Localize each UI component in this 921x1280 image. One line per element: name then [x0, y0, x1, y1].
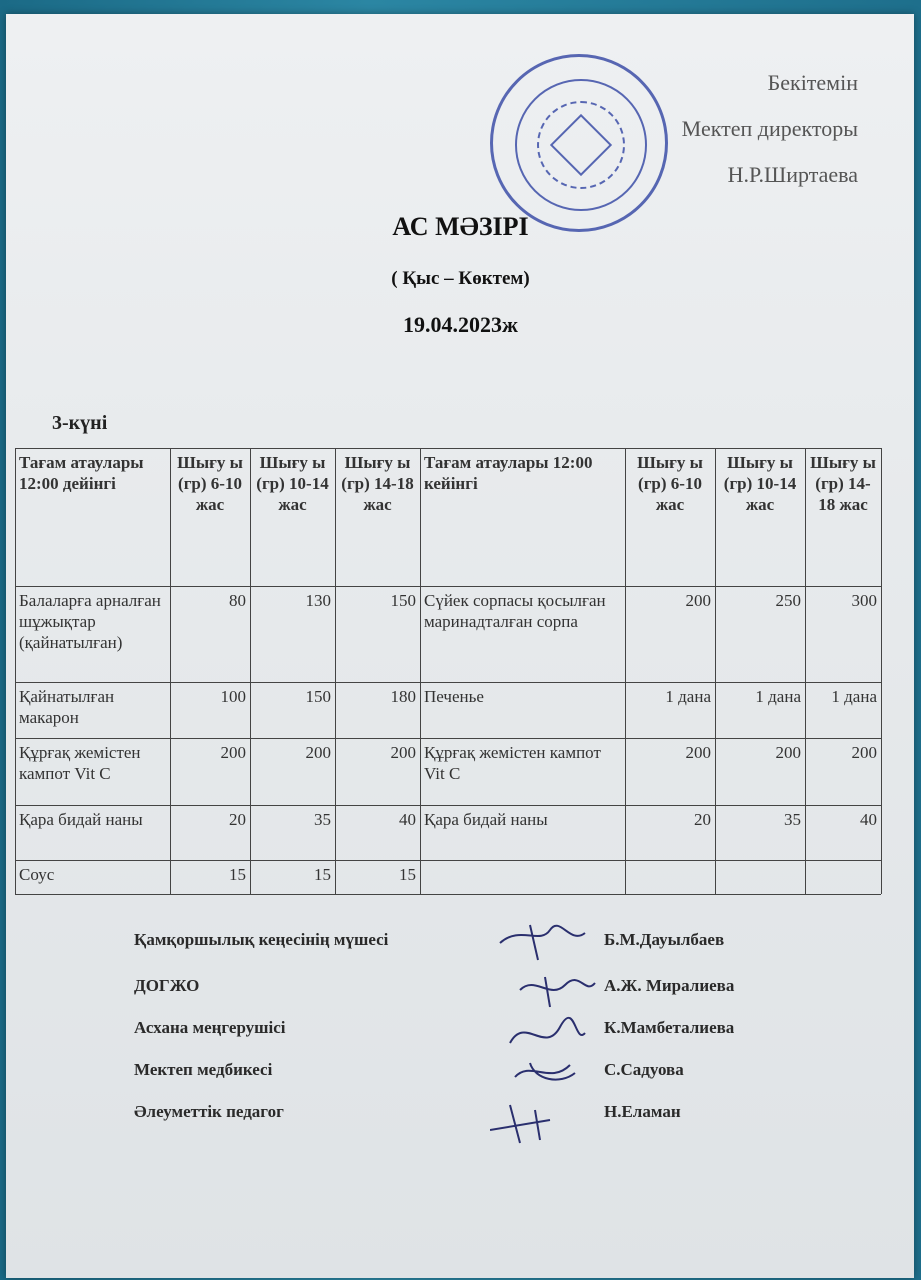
dish-name: Печенье	[424, 687, 484, 706]
dish-name: Қара бидай наны	[19, 810, 143, 829]
portion-value: 200	[390, 743, 416, 762]
approval-word: Бекітемін	[767, 70, 858, 95]
portion-value: 40	[399, 810, 416, 829]
day-label: 3-күні	[52, 412, 108, 434]
portion-value: 300	[851, 591, 877, 610]
column-header: Шығу ы (гр) 6-10 жас	[637, 453, 703, 514]
portion-value: 200	[685, 591, 711, 610]
portion-value: 1 дана	[665, 687, 711, 706]
column-header: Тағам атаулары 12:00 кейінгі	[424, 453, 593, 493]
portion-value: 20	[229, 810, 246, 829]
portion-value: 1 дана	[755, 687, 801, 706]
dish-name: Сүйек сорпасы қосылған маринадталған сорпа	[424, 591, 606, 631]
portion-value: 150	[390, 591, 416, 610]
signatory-role: Әлеуметтік педагог	[134, 1102, 284, 1121]
portion-value: 200	[851, 743, 877, 762]
portion-value: 200	[220, 743, 246, 762]
portion-value: 250	[775, 591, 801, 610]
season-subtitle: ( Қыс – Көктем)	[391, 268, 530, 289]
table-rule	[15, 860, 881, 861]
signatory-name: Б.М.Дауылбаев	[604, 930, 725, 949]
dish-name: Балаларға арналған шұжықтар (қайнатылған)	[19, 591, 161, 652]
table-rule	[15, 894, 881, 895]
portion-value: 20	[694, 810, 711, 829]
table-rule	[625, 448, 626, 894]
handwritten-signatures	[490, 915, 600, 1155]
page-title: АС МӘЗІРІ	[392, 212, 529, 241]
signatory-name: Н.Еламан	[604, 1102, 681, 1121]
column-header: Шығу ы (гр) 14-18 жас	[341, 453, 414, 514]
signatory-role: Мектеп медбикесі	[134, 1060, 273, 1079]
dish-name: Құрғақ жемістен кампот Vit C	[424, 743, 601, 783]
signature-row	[134, 930, 774, 960]
table-rule	[715, 448, 716, 894]
table-rule	[15, 448, 881, 449]
column-header: Шығу ы (гр) 6-10 жас	[177, 453, 243, 514]
portion-value: 130	[305, 591, 331, 610]
portion-value: 80	[229, 591, 246, 610]
approval-block	[682, 60, 858, 198]
table-rule	[881, 448, 882, 894]
signature-row	[134, 1018, 774, 1048]
approval-position: Мектеп директоры	[681, 116, 858, 141]
table-rule	[15, 682, 881, 683]
table-rule	[15, 805, 881, 806]
column-header: Шығу ы (гр) 10-14 жас	[256, 453, 329, 514]
column-header: Шығу ы (гр) 14-18 жас	[810, 453, 876, 514]
dish-name: Қайнатылған макарон	[19, 687, 115, 727]
portion-value: 15	[229, 865, 246, 884]
portion-value: 180	[390, 687, 416, 706]
dish-name: Соус	[19, 865, 55, 884]
portion-value: 100	[220, 687, 246, 706]
portion-value: 200	[305, 743, 331, 762]
table-rule	[15, 738, 881, 739]
menu-table	[15, 448, 881, 894]
dish-name: Қара бидай наны	[424, 810, 548, 829]
portion-value: 35	[314, 810, 331, 829]
signatory-role: ДОГЖО	[134, 976, 200, 995]
table-rule	[335, 448, 336, 894]
table-rule	[420, 448, 421, 894]
signature-row	[134, 1060, 774, 1090]
approval-name: Н.Р.Ширтаева	[727, 162, 858, 187]
signatory-name: К.Мамбеталиева	[604, 1018, 735, 1037]
table-rule	[15, 448, 16, 894]
menu-date: 19.04.2023ж	[403, 312, 518, 337]
signatory-role: Асхана меңгерушісі	[134, 1018, 286, 1037]
portion-value: 40	[860, 810, 877, 829]
signature-row	[134, 976, 774, 1006]
portion-value: 15	[399, 865, 416, 884]
table-rule	[15, 586, 881, 587]
signatory-name: А.Ж. Миралиева	[604, 976, 735, 995]
dish-name: Құрғақ жемістен кампот Vit C	[19, 743, 141, 783]
table-rule	[805, 448, 806, 894]
column-header: Тағам атаулары 12:00 дейінгі	[19, 453, 144, 493]
portion-value: 35	[784, 810, 801, 829]
signatory-name: С.Садуова	[604, 1060, 684, 1079]
portion-value: 1 дана	[831, 687, 877, 706]
table-rule	[250, 448, 251, 894]
table-rule	[170, 448, 171, 894]
portion-value: 200	[685, 743, 711, 762]
portion-value: 150	[305, 687, 331, 706]
column-header: Шығу ы (гр) 10-14 жас	[723, 453, 797, 514]
official-stamp	[490, 54, 668, 232]
signatory-role: Қамқоршылық кеңесінің мүшесі	[134, 930, 389, 949]
signature-row	[134, 1102, 774, 1132]
portion-value: 15	[314, 865, 331, 884]
portion-value: 200	[775, 743, 801, 762]
